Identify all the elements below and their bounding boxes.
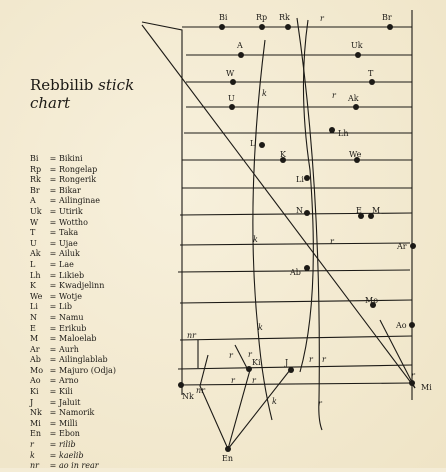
legend-equals: = [49, 450, 57, 460]
legend-name: rilib [59, 440, 76, 450]
legend-abbr: W [30, 217, 39, 227]
island-label-en: En [222, 454, 233, 463]
legend-abbr: Rk [30, 175, 41, 185]
legend-equals: = [49, 185, 57, 195]
legend-abbr: Li [30, 302, 38, 312]
legend-equals: = [49, 206, 57, 216]
legend-name: Ailinglablab [59, 355, 108, 365]
swell-label: r [248, 350, 252, 359]
swell-label: r [322, 355, 326, 364]
legend-equals: = [49, 408, 57, 418]
swell-label: r [411, 371, 415, 380]
swell-label: r [229, 351, 233, 360]
legend-name: Arno [59, 376, 79, 386]
legend-name: kaelib [59, 450, 84, 460]
legend-abbr: k [30, 450, 35, 460]
legend-equals: = [49, 387, 57, 397]
legend-equals: = [49, 365, 57, 375]
legend-abbr: We [30, 291, 43, 301]
island-label-ab: Ab [290, 268, 301, 277]
legend-equals: = [49, 323, 57, 333]
swell-label: nr [187, 331, 196, 340]
legend-name: Wottho [59, 217, 88, 227]
legend-equals: = [49, 281, 57, 291]
horizontal-stick [178, 383, 412, 385]
legend-abbr: Ab [30, 355, 41, 365]
legend-equals: = [49, 334, 57, 344]
island-dot-rk [285, 24, 291, 30]
legend-name: Ujae [59, 238, 78, 248]
legend-equals: = [49, 175, 57, 185]
horizontal-stick [178, 365, 412, 369]
island-dot-t [369, 79, 375, 85]
legend-equals: = [49, 302, 57, 312]
legend-equals: = [49, 238, 57, 248]
swell-label: r [309, 355, 313, 364]
title-prefix: Rebbilib [30, 76, 99, 94]
island-dot-l [259, 142, 265, 148]
swell-label: k [262, 89, 267, 98]
island-dot-u [229, 104, 235, 110]
legend-equals: = [49, 217, 57, 227]
ki-stick [235, 345, 248, 370]
swell-label: r [330, 237, 334, 246]
island-label-w: W [226, 69, 235, 78]
legend-abbr: K [30, 281, 36, 291]
legend-abbr: r [30, 440, 34, 450]
legend-name: Jaluit [59, 397, 81, 407]
island-label-br: Br [382, 13, 392, 22]
legend-equals: = [49, 418, 57, 428]
legend-name: Kwadjelinn [59, 281, 105, 291]
legend-equals: = [49, 355, 57, 365]
swell-label: k [258, 323, 263, 332]
legend-equals: = [49, 291, 57, 301]
legend-equals: = [49, 259, 57, 269]
legend-name: Utirik [59, 206, 83, 216]
island-label-lh: Lh [338, 129, 349, 138]
legend-name: Wotje [59, 291, 82, 301]
legend-name: Ailuk [59, 249, 80, 259]
island-label-nk: Nk [182, 392, 194, 401]
island-label-bi: Bi [219, 13, 228, 22]
island-dot-w [230, 79, 236, 85]
legend-equals: = [49, 270, 57, 280]
legend-abbr: Br [30, 185, 40, 195]
legend-name: ao in rear [59, 461, 99, 471]
lower-left-stick [200, 355, 228, 449]
island-label-ar: Ar [397, 242, 407, 251]
island-label-li: Li [296, 175, 304, 184]
legend-name: Milli [59, 418, 78, 428]
legend-name: Ebon [59, 429, 80, 439]
legend-abbr: Bi [30, 154, 39, 163]
legend-abbr: E [30, 323, 36, 333]
legend-equals: = [49, 461, 57, 471]
legend-abbr: M [30, 334, 39, 344]
island-label-rk: Rk [279, 13, 290, 22]
legend-name: Lae [59, 259, 74, 269]
swell-label: k [253, 235, 258, 244]
legend-name: Taka [59, 228, 79, 238]
island-label-a: A [237, 41, 243, 50]
legend-name: Majuro (Odja) [59, 365, 116, 375]
horizontal-stick [180, 243, 410, 245]
island-label-uk: Uk [351, 41, 363, 50]
island-label-k: K [280, 150, 286, 159]
legend-name: Maloelab [59, 334, 97, 344]
legend-abbr: nr [30, 461, 39, 471]
legend-name: Bikini [59, 154, 83, 163]
legend-abbr: Ao [30, 376, 41, 386]
island-label-n: N [296, 206, 303, 215]
island-label-l: L [250, 139, 256, 148]
legend-name: Namorik [59, 408, 95, 418]
legend-name: Rongerik [59, 175, 97, 185]
island-label-j: J [285, 358, 289, 367]
island-dot-rp [259, 24, 265, 30]
title-italic-stick: stick [98, 76, 135, 94]
legend-abbr: Rp [30, 164, 42, 174]
island-dot-ao [409, 322, 415, 328]
island-dot-j [288, 367, 294, 373]
legend-name: Lib [59, 302, 72, 312]
legend-abbr: Lh [30, 270, 41, 280]
legend-equals: = [49, 228, 57, 238]
legend-abbr: A [30, 196, 36, 206]
island-dot-nk [178, 382, 184, 388]
legend-name: Bikar [59, 185, 81, 195]
legend-equals: = [49, 196, 57, 206]
legend-name: Aurh [59, 344, 79, 354]
island-dot-ar [410, 243, 416, 249]
swell-label: r [320, 14, 324, 23]
legend-name: Likieb [59, 270, 85, 280]
mi-stick [380, 320, 415, 388]
swell-label: r [231, 376, 235, 385]
island-label-rp: Rp [256, 13, 268, 22]
island-dot-uk [355, 52, 361, 58]
legend-equals: = [49, 164, 57, 174]
island-dot-bi [219, 24, 225, 30]
legend-equals: = [49, 440, 57, 450]
island-label-we: We [349, 150, 362, 159]
title-italic-chart: chart [30, 94, 71, 112]
legend-equals: = [49, 154, 57, 163]
island-dot-br [387, 24, 393, 30]
island-dot-li [304, 175, 310, 181]
island-label-m: M [372, 206, 381, 215]
island-dot-en [225, 446, 231, 452]
legend-equals: = [49, 376, 57, 386]
legend-name: Kili [59, 387, 73, 397]
legend-name: Ailinginae [59, 196, 100, 206]
swell-label: r [318, 399, 322, 408]
island-dot-ak [353, 104, 359, 110]
legend-abbr: Ak [30, 249, 41, 259]
swell-label: r [252, 376, 256, 385]
legend-abbr: N [30, 312, 37, 322]
island-label-u: U [228, 94, 235, 103]
legend-equals: = [49, 429, 57, 439]
island-label-mo: Mo [365, 296, 379, 305]
legend-name: Namu [59, 312, 84, 322]
swell-label: r [332, 91, 336, 100]
legend-abbr: L [30, 259, 36, 269]
legend-abbr: Ki [30, 387, 39, 397]
legend-abbr: T [30, 228, 36, 238]
legend-abbr: Ar [30, 344, 40, 354]
legend-abbr: Uk [30, 206, 42, 216]
legend-abbr: J [30, 397, 34, 407]
legend-abbr: U [30, 238, 37, 248]
legend-equals: = [49, 344, 57, 354]
island-label-e: E [356, 206, 362, 215]
island-label-ak: Ak [348, 94, 359, 103]
legend-name: Rongelap [59, 164, 98, 174]
lower-right-stick [228, 370, 290, 449]
island-label-t: T [368, 69, 374, 78]
legend-equals: = [49, 249, 57, 259]
legend-abbr: En [30, 429, 41, 439]
legend-abbr: Mi [30, 418, 41, 428]
legend-equals: = [49, 312, 57, 322]
island-label-ki: Ki [252, 358, 261, 367]
legend-equals: = [49, 397, 57, 407]
swell-label: nr [196, 386, 205, 395]
island-dot-a [238, 52, 244, 58]
left-frame-stick [142, 22, 182, 395]
island-dot-lh [329, 127, 335, 133]
island-dot-n [304, 210, 310, 216]
legend-abbr: Mo [30, 365, 44, 375]
swell-curve-middle [300, 20, 313, 372]
island-dot-ab [304, 265, 310, 271]
island-label-mi: Mi [421, 383, 432, 392]
island-label-ao: Ao [396, 321, 407, 330]
legend-abbr: Nk [30, 408, 42, 418]
legend-name: Erikub [59, 323, 87, 333]
swell-label: k [272, 397, 277, 406]
island-dot-mi [409, 380, 415, 386]
